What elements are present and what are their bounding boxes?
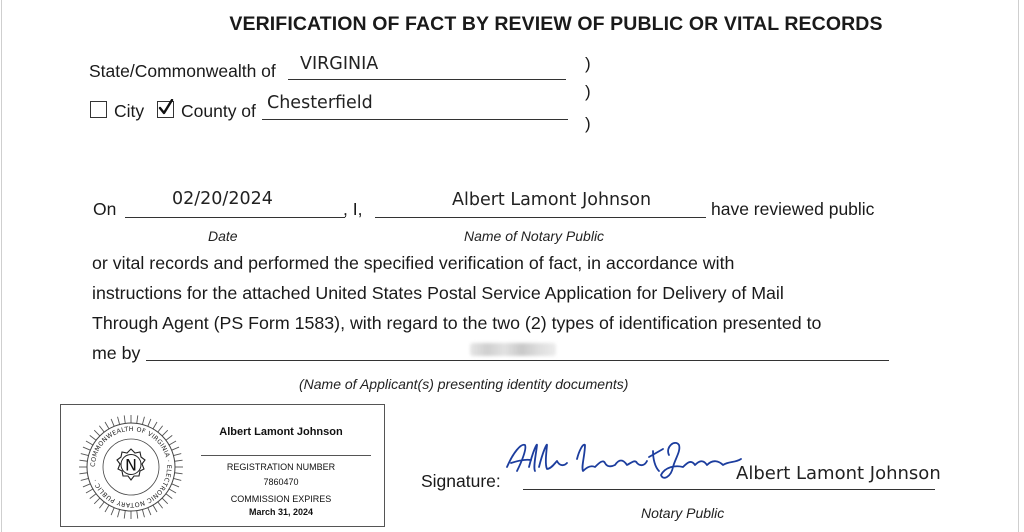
city-checkbox[interactable] [90,101,107,118]
document-title: VERIFICATION OF FACT BY REVIEW OF PUBLIC OR VITAL RECORDS [229,13,883,35]
date-value[interactable]: 02/20/2024 [172,189,273,209]
county-label: County of [181,101,256,121]
stamp-divider [201,455,371,456]
applicant-name-redacted [470,343,556,356]
seal-ring-text: COMMONWEALTH OF VIRGINIA · ELECTRONIC NOTARY PUBLIC · [89,425,173,509]
county-checkbox[interactable] [157,101,174,118]
paren-3: ) [585,114,591,133]
after-name-text: have reviewed public [711,199,875,219]
page-edge-left [1,0,2,532]
notary-name-underline [375,217,706,218]
stamp-notary-name: Albert Lamont Johnson [219,426,343,438]
notary-name-caption: Name of Notary Public [464,228,605,244]
state-label: State/Commonwealth of [89,61,276,81]
body-line-3: instructions for the attached United States Postal Service Application for Delivery of Mail [92,283,784,303]
county-underline [262,119,568,120]
state-underline [288,79,566,80]
paren-1: ) [585,54,591,73]
signature-label: Signature: [421,471,501,491]
state-value[interactable]: VIRGINIA [300,54,379,74]
paren-2: ) [585,82,591,101]
body-line-4: Through Agent (PS Form 1583), with regard to the two (2) types of identification presented to [92,313,822,333]
comma-i-label: , I, [343,199,363,219]
page-edge-right [1018,0,1019,532]
me-by-label: me by [92,343,141,363]
date-caption: Date [208,228,238,244]
body-line-2: or vital records and performed the specified verification of fact, in accordance with [92,253,735,273]
notary-public-caption: Notary Public [641,505,725,521]
notary-stamp [60,404,385,527]
applicant-caption: (Name of Applicant(s) presenting identity documents) [299,376,629,392]
county-value[interactable]: Chesterfield [267,93,373,113]
stamp-reg-number: 7860470 [263,477,299,487]
city-label: City [114,101,145,121]
date-underline [125,217,345,218]
signature-printed-name: Albert Lamont Johnson [736,463,941,484]
on-label: On [93,199,117,219]
stamp-expires-date: March 31, 2024 [248,507,314,517]
handwritten-signature [503,437,748,487]
stamp-reg-label: REGISTRATION NUMBER [226,462,336,472]
applicant-underline [146,360,889,361]
signature-underline [523,489,935,490]
notary-seal-icon [71,407,191,527]
stamp-expires-label: COMMISSION EXPIRES [230,494,332,504]
checkmark-icon [157,99,174,116]
notary-name-value[interactable]: Albert Lamont Johnson [452,190,652,210]
seal-center-letter: N [125,455,137,475]
